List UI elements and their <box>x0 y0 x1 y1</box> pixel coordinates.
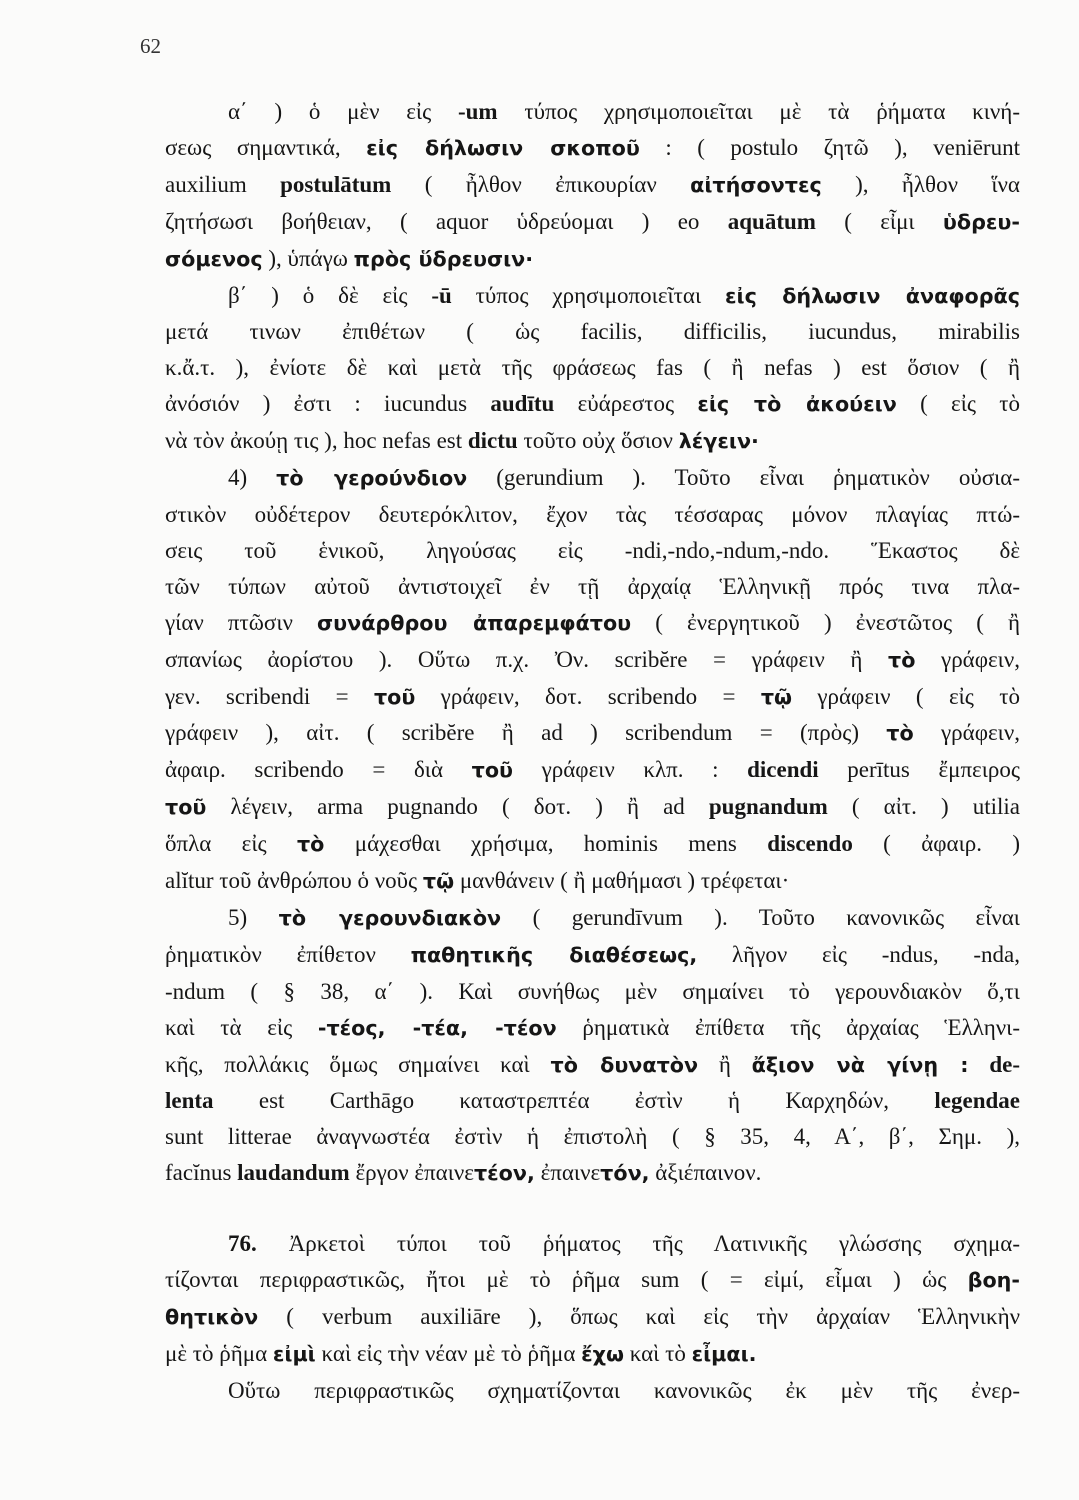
text-line <box>165 94 1020 130</box>
text-run: τίζονται περιφραστικῶς, ἤτοι μὲ τὸ ῥῆμα sum ( = εἰμί, εἶμαι ) ὡς <box>165 1267 968 1293</box>
text-run: ( εἰς τὸ <box>896 391 1021 417</box>
bold-run: 76. <box>228 1231 257 1257</box>
text-line <box>165 386 1020 423</box>
text-run: τοῦτο οὐχ ὅσιον <box>517 428 679 454</box>
text-line <box>165 752 1020 789</box>
bold-run: audītu <box>490 391 555 417</box>
bold-run: βοη- <box>967 1268 1020 1293</box>
text-run: λέγειν, arma pugnando ( δοτ. ) ἢ ad <box>206 794 709 820</box>
bold-run: εἰς τὸ ἀκούειν <box>697 392 897 417</box>
text-line <box>165 1336 1020 1373</box>
text-run: ( verbum auxiliāre ), ὅπως καὶ εἰς τὴν ἀρχαίαν Ἑλληνικὴν <box>258 1304 1020 1329</box>
bold-run: laudandum <box>237 1160 350 1186</box>
paragraph-beta-supine-u <box>165 278 1020 461</box>
text-run: γράφειν κλπ. : <box>513 757 748 783</box>
bold-run: τοῦ <box>373 684 416 709</box>
text-run: κῆς, πολλάκις ὅμως σημαίνει καὶ <box>165 1051 551 1077</box>
bold-run: discendo <box>767 831 853 857</box>
text-line <box>165 130 1020 167</box>
text-run: ), ὑπάγω <box>262 245 354 271</box>
text-run: μὲ τὸ ῥῆμα <box>165 1340 273 1366</box>
text-run: 5) <box>228 904 279 930</box>
bold-run: σόμενος <box>165 246 263 271</box>
text-run: γράφειν, δοτ. scribendo = <box>415 683 761 709</box>
bold-run: τὸ γερούνδιον <box>276 466 468 491</box>
bold-run: τόν, <box>600 1161 650 1186</box>
text-run: auxilium <box>165 171 281 197</box>
text-run: σεις τοῦ ἑνικοῦ, ληγούσας εἰς -ndi,-ndo,-ndum,-ndo. Ἕκαστος δὲ <box>165 537 1020 563</box>
text-line <box>165 460 1020 497</box>
bold-run: συνάρθρου ἀπαρεμφάτου <box>317 610 632 635</box>
text-line <box>165 789 1020 826</box>
bold-run: ὑδρευ- <box>942 209 1020 234</box>
bold-run: τὸ δυνατὸν <box>550 1052 699 1077</box>
text-line <box>165 1047 1020 1084</box>
text-run: γράφειν, <box>913 720 1020 746</box>
text-run: ἐπαινε <box>534 1160 601 1186</box>
text-line <box>165 642 1020 679</box>
text-line <box>165 167 1020 204</box>
bold-run: λέγειν· <box>678 429 759 454</box>
text-run: μάχεσθαι χρήσιμα, hominis mens <box>324 831 768 857</box>
text-line <box>165 569 1020 605</box>
text-run: γίαν πτῶσιν <box>165 609 318 635</box>
bold-run: εἰς δήλωσιν ἀναφορᾶς <box>725 283 1020 308</box>
bold-run: legendae <box>934 1088 1020 1114</box>
bold-run: postulātum <box>280 171 392 197</box>
text-run: ( εἶμι <box>815 208 943 234</box>
bold-run: τῷ <box>422 869 455 894</box>
bold-run: -τέος, -τέα, -τέον <box>317 1015 557 1040</box>
text-line <box>165 900 1020 937</box>
text-run: ( ἐνεργητικοῦ ) ἐνεστῶτος ( ἢ <box>631 609 1021 635</box>
text-run: σεως σημαντικά, <box>165 134 367 160</box>
text-run: α΄ ) ὁ μὲν εἰς <box>228 99 458 124</box>
text-run: τύπος χρησιμοποιεῖται μὲ τὰ ῥήματα κινή- <box>497 99 1020 124</box>
text-line <box>165 1299 1020 1336</box>
body-text <box>165 94 1020 1409</box>
bold-run: ἔχω <box>581 1341 624 1366</box>
bold-run: -ū <box>431 282 452 308</box>
text-run: ( ἀφαιρ. ) <box>852 831 1020 857</box>
text-line <box>165 1119 1020 1155</box>
bold-run: de- <box>989 1051 1020 1077</box>
text-run: μανθάνειν ( ἢ μαθήμασι ) τρέφεται· <box>454 868 790 894</box>
text-run: καὶ τὸ <box>623 1340 692 1366</box>
text-run: καὶ εἰς τὴν νέαν μὲ τὸ ῥῆμα <box>315 1340 582 1366</box>
text-line <box>165 1226 1020 1262</box>
bold-run: ἄξιον νὰ γίνῃ : <box>751 1052 969 1077</box>
bold-run: εἰς δήλωσιν σκοποῦ <box>366 135 640 160</box>
text-run: ἔργον ἐπαινε <box>349 1160 474 1186</box>
text-run: ῥηματικὰ ἐπίθετα τῆς ἀρχαίας Ἑλληνι- <box>556 1014 1020 1040</box>
bold-run: τὸ <box>888 647 916 672</box>
bold-run: τοῦ <box>471 758 514 783</box>
text-line <box>165 715 1020 752</box>
text-line <box>165 1010 1020 1047</box>
paragraph-gerundium <box>165 460 1020 900</box>
text-run: : ( postulo ζητῶ ), veniērunt <box>639 134 1020 160</box>
text-run: ἢ <box>698 1051 752 1077</box>
bold-run: τὸ <box>296 832 325 857</box>
text-run: ( ἦλθον ἐπικουρίαν <box>391 171 691 197</box>
text-line <box>165 314 1020 350</box>
text-run: ὅπλα εἰς <box>165 831 297 857</box>
text-run: στικὸν οὐδέτερον δευτερόκλιτον, ἔχον τὰς τέσσαρας μόνον πλαγίας πτώ- <box>165 501 1020 527</box>
bold-run: τοῦ <box>165 795 207 820</box>
section-76 <box>165 1226 1020 1373</box>
text-run: perītus ἔμπειρος <box>818 757 1020 783</box>
bold-run: pugnandum <box>708 794 828 820</box>
bold-run: παθητικῆς διαθέσεως, <box>410 942 698 967</box>
text-run: Οὕτω περιφραστικῶς σχηματίζονται κανονικῶς ἐκ μὲν τῆς ἐνερ- <box>228 1377 1020 1403</box>
text-line <box>165 1083 1020 1119</box>
text-run: μετά τινων ἐπιθέτων ( ὡς facilis, difficilis, iucundus, mirabilis <box>165 319 1020 345</box>
text-line <box>165 937 1020 974</box>
text-line <box>165 423 1020 460</box>
text-run: ἀνόσιόν ) ἐστι : iucundus <box>165 391 491 417</box>
text-line <box>165 1155 1020 1192</box>
text-run: alĭtur τοῦ ἀνθρώπου ὁ νοῦς <box>165 868 423 894</box>
text-run: ῥηματικὸν ἐπίθετον <box>165 941 411 967</box>
text-run: β΄ ) ὁ δὲ εἰς <box>228 282 432 308</box>
bold-run: εἶμαι. <box>691 1341 757 1366</box>
paragraph-periphrastic-forms <box>165 1373 1020 1409</box>
bold-run: πρὸς ὕδρευσιν· <box>353 246 534 271</box>
text-line <box>165 241 1020 278</box>
text-run: γράφειν, <box>915 646 1020 672</box>
text-run: γράφειν ( εἰς τὸ <box>792 683 1020 709</box>
bold-run: dictu <box>467 428 518 454</box>
text-run: τύπος χρησιμοποιεῖται <box>451 282 726 308</box>
text-run: ( gerundīvum ). Τοῦτο κανονικῶς εἶναι <box>501 904 1020 930</box>
bold-run: lenta <box>165 1088 214 1114</box>
bold-run: αἰτήσοντες <box>690 172 822 197</box>
bold-run: τὸ γερουνδιακὸν <box>278 905 502 930</box>
text-run: ( αἰτ. ) utilia <box>827 794 1020 820</box>
text-line <box>165 533 1020 569</box>
text-run <box>969 1052 990 1077</box>
text-run: 4) <box>228 465 277 491</box>
bold-run: aquātum <box>727 208 816 234</box>
bold-run: εἰμὶ <box>272 1341 316 1366</box>
text-line <box>165 204 1020 241</box>
text-run: λῆγον εἰς -ndus, -nda, <box>697 941 1020 967</box>
text-line <box>165 826 1020 863</box>
paragraph-gerundivum <box>165 900 1020 1192</box>
text-line <box>165 278 1020 315</box>
bold-run: τὸ <box>886 721 914 746</box>
text-run: ἀφαιρ. scribendo = διὰ <box>165 757 472 783</box>
bold-run: τῷ <box>760 684 792 709</box>
text-run: facĭnus <box>165 1160 238 1186</box>
text-run: εὐάρεστος <box>554 391 698 417</box>
text-run: τῶν τύπων αὐτοῦ ἀντιστοιχεῖ ἐν τῇ ἀρχαίᾳ Ἑλληνικῇ πρός τινα πλα- <box>165 573 1020 599</box>
text-run: κ.ἄ.τ. ), ἐνίοτε δὲ καὶ μετὰ τῆς φράσεως fas ( ἢ nefas ) est ὅσιον ( ἢ <box>165 355 1020 381</box>
text-run: νὰ τὸν ἀκούῃ τις ), hoc nefas est <box>165 428 468 454</box>
text-run: ), ἦλθον ἵνα <box>821 171 1020 197</box>
bold-run: τέον, <box>473 1161 535 1186</box>
text-run: σπανίως ἀορίστου ). Οὕτω π.χ. Ὀν. scribĕre = γράφειν ἢ <box>165 646 889 672</box>
text-line <box>165 350 1020 386</box>
text-line <box>165 1262 1020 1299</box>
bold-run: θητικὸν <box>165 1305 259 1329</box>
text-run: γράφειν ), αἰτ. ( scribĕre ἢ ad ) scribendum = (πρὸς) <box>165 720 887 746</box>
text-run: (gerundium ). Τοῦτο εἶναι ῥηματικὸν οὐσια- <box>467 465 1020 491</box>
text-line <box>165 679 1020 716</box>
text-line <box>165 974 1020 1010</box>
bold-run: dicendi <box>747 757 819 783</box>
text-run: ἀξιέπαινον. <box>649 1160 762 1186</box>
page-number: 62 <box>140 34 161 58</box>
bold-run: -um <box>457 99 498 124</box>
text-run: ζητήσωσι βοήθειαν, ( aquor ὑδρεύομαι ) eo <box>165 208 728 234</box>
text-run: Ἀρκετοὶ τύποι τοῦ ῥήματος τῆς Λατινικῆς γλώσσης σχημα- <box>256 1231 1020 1257</box>
text-run: καὶ τὰ εἰς <box>165 1014 318 1040</box>
text-line <box>165 605 1020 642</box>
text-run: est Carthāgo καταστρεπτέα ἐστὶν ἡ Καρχηδών, <box>213 1088 935 1114</box>
text-run: γεν. scribendi = <box>165 683 374 709</box>
text-run: -ndum ( § 38, α΄ ). Καὶ συνήθως μὲν σημαίνει τὸ γερουνδιακὸν ὅ,τι <box>165 978 1020 1004</box>
paragraph-alpha-supine-um <box>165 94 1020 278</box>
text-line <box>165 1373 1020 1409</box>
text-run: sunt litterae ἀναγνωστέα ἐστὶν ἡ ἐπιστολὴ ( § 35, 4, Α΄, β΄, Σημ. ), <box>165 1124 1020 1150</box>
text-line <box>165 863 1020 900</box>
text-line <box>165 497 1020 533</box>
